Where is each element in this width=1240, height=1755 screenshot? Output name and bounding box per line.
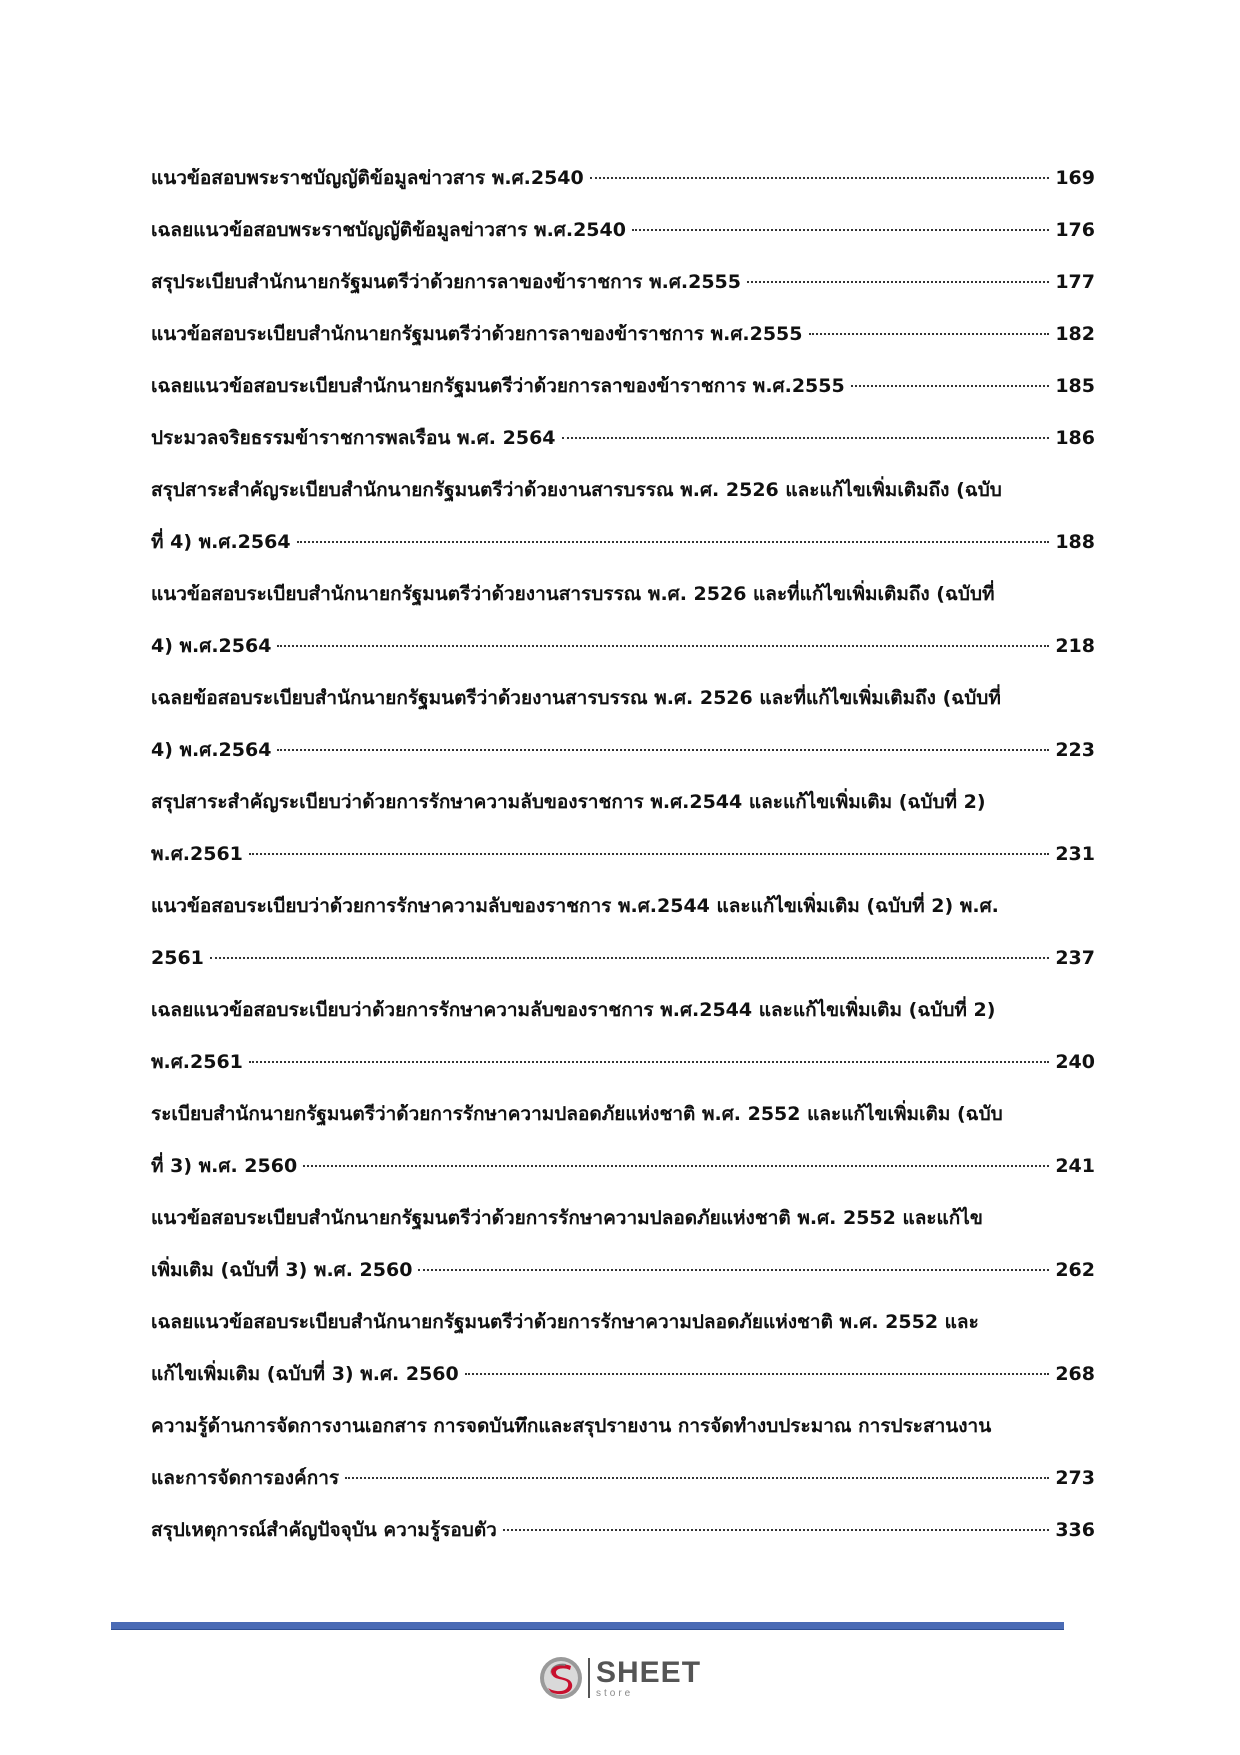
dot-leader — [249, 1061, 1049, 1063]
toc-entry-title: พ.ศ.2561 — [151, 843, 243, 865]
toc-entry-title: เฉลยแนวข้อสอบระเบียบสำนักนายกรัฐมนตรีว่าด้วยการลาของข้าราชการ พ.ศ.2555 — [151, 375, 845, 397]
toc-page-number: 268 — [1055, 1363, 1095, 1385]
dot-leader — [465, 1373, 1050, 1375]
toc-entry[interactable] — [151, 776, 1095, 880]
toc-entry-title: เฉลยแนวข้อสอบระเบียบว่าด้วยการรักษาความลับของราชการ พ.ศ.2544 และแก้ไขเพิ่มเติม (ฉบับที่ 2) — [151, 999, 996, 1021]
dot-leader — [345, 1477, 1049, 1479]
toc-page-number: 185 — [1055, 375, 1095, 397]
toc-entry-title: เฉลยแนวข้อสอบระเบียบสำนักนายกรัฐมนตรีว่าด้วยการรักษาความปลอดภัยแห่งชาติ พ.ศ. 2552 และ — [151, 1311, 979, 1333]
toc-entry[interactable] — [151, 672, 1095, 776]
toc-entry[interactable] — [151, 880, 1095, 984]
dot-leader — [562, 437, 1050, 439]
toc-entry-continuation — [151, 1036, 1095, 1088]
toc-entry-title: แนวข้อสอบพระราชบัญญัติข้อมูลข่าวสาร พ.ศ.2540 — [151, 167, 584, 189]
toc-entry[interactable] — [151, 1504, 1095, 1556]
brand-subname: store — [596, 1687, 634, 1699]
toc-entry[interactable] — [151, 256, 1095, 308]
toc-entry[interactable] — [151, 360, 1095, 412]
toc-entry-title: แนวข้อสอบระเบียบว่าด้วยการรักษาความลับของราชการ พ.ศ.2544 และแก้ไขเพิ่มเติม (ฉบับที่ 2) พ.ศ. — [151, 895, 999, 917]
toc-entry-title: เฉลยข้อสอบระเบียบสำนักนายกรัฐมนตรีว่าด้วยงานสารบรรณ พ.ศ. 2526 และที่แก้ไขเพิ่มเติมถึง (ฉบับที่ — [151, 687, 1001, 709]
toc-entry-continuation — [151, 1244, 1095, 1296]
toc-entry-title: ประมวลจริยธรรมข้าราชการพลเรือน พ.ศ. 2564 — [151, 427, 556, 449]
toc-page-number: 186 — [1055, 427, 1095, 449]
toc-entry[interactable] — [151, 568, 1095, 672]
dot-leader — [747, 281, 1049, 283]
toc-page-number: 176 — [1055, 219, 1095, 241]
toc-entry-title: และการจัดการองค์การ — [151, 1467, 340, 1489]
dot-leader — [297, 541, 1050, 543]
toc-page-number: 177 — [1055, 271, 1095, 293]
toc-entry-title: สรุปเหตุการณ์สำคัญปัจจุบัน ความรู้รอบตัว — [151, 1519, 497, 1541]
dot-leader — [809, 333, 1050, 335]
toc-page-number: 169 — [1055, 167, 1095, 189]
toc-entry[interactable] — [151, 1088, 1095, 1192]
toc-entry-continuation — [151, 1140, 1095, 1192]
toc-page-number: 241 — [1055, 1155, 1095, 1177]
toc-page-number: 218 — [1055, 635, 1095, 657]
toc-entry[interactable] — [151, 412, 1095, 464]
toc-entry[interactable] — [151, 464, 1095, 568]
toc-entry-continuation — [151, 620, 1095, 672]
dot-leader — [418, 1269, 1049, 1271]
toc-entry[interactable] — [151, 984, 1095, 1088]
footer-logo — [538, 1652, 708, 1704]
toc-entry-continuation — [151, 724, 1095, 776]
toc-page-number: 262 — [1055, 1259, 1095, 1281]
toc-entry-title: เฉลยแนวข้อสอบพระราชบัญญัติข้อมูลข่าวสาร พ.ศ.2540 — [151, 219, 626, 241]
toc-page-number: 237 — [1055, 947, 1095, 969]
dot-leader — [851, 385, 1050, 387]
sheet-store-logo-icon — [538, 1655, 584, 1701]
toc-entry-continuation — [151, 1348, 1095, 1400]
toc-page-number: 273 — [1055, 1467, 1095, 1489]
toc-page-number: 336 — [1055, 1519, 1095, 1541]
toc-entry-title: แนวข้อสอบระเบียบสำนักนายกรัฐมนตรีว่าด้วยการลาของข้าราชการ พ.ศ.2555 — [151, 323, 803, 345]
dot-leader — [277, 645, 1049, 647]
toc-entry-continuation — [151, 1452, 1095, 1504]
dot-leader — [249, 853, 1049, 855]
toc-entry-title: แนวข้อสอบระเบียบสำนักนายกรัฐมนตรีว่าด้วยการรักษาความปลอดภัยแห่งชาติ พ.ศ. 2552 และแก้ไข — [151, 1207, 983, 1229]
dot-leader — [277, 749, 1049, 751]
toc-entry[interactable] — [151, 1192, 1095, 1296]
toc-page-number: 182 — [1055, 323, 1095, 345]
toc-entry-continuation — [151, 828, 1095, 880]
toc-page-number: 188 — [1055, 531, 1095, 553]
toc-entry-continuation — [151, 932, 1095, 984]
dot-leader — [303, 1165, 1049, 1167]
toc-page-number: 223 — [1055, 739, 1095, 761]
toc-page-number: 231 — [1055, 843, 1095, 865]
toc-entry-title: แนวข้อสอบระเบียบสำนักนายกรัฐมนตรีว่าด้วยงานสารบรรณ พ.ศ. 2526 และที่แก้ไขเพิ่มเติมถึง (ฉบับที่ — [151, 583, 995, 605]
toc-entry-title: ที่ 3) พ.ศ. 2560 — [151, 1155, 298, 1177]
toc-entry[interactable] — [151, 152, 1095, 204]
toc-entry[interactable] — [151, 204, 1095, 256]
toc-entry-title: สรุประเบียบสำนักนายกรัฐมนตรีว่าด้วยการลาของข้าราชการ พ.ศ.2555 — [151, 271, 741, 293]
toc-entry-title: 4) พ.ศ.2564 — [151, 635, 272, 657]
logo-divider — [588, 1658, 590, 1698]
toc-entry[interactable] — [151, 1400, 1095, 1504]
toc-entry-title: พ.ศ.2561 — [151, 1051, 243, 1073]
table-of-contents — [151, 152, 1095, 1556]
toc-entry-title: สรุปสาระสำคัญระเบียบว่าด้วยการรักษาความลับของราชการ พ.ศ.2544 และแก้ไขเพิ่มเติม (ฉบับที่ 2) — [151, 791, 986, 813]
toc-entry-title: 2561 — [151, 947, 204, 969]
toc-entry[interactable] — [151, 1296, 1095, 1400]
toc-entry-title: ระเบียบสำนักนายกรัฐมนตรีว่าด้วยการรักษาความปลอดภัยแห่งชาติ พ.ศ. 2552 และแก้ไขเพิ่มเติม (ฉบับ — [151, 1103, 1003, 1125]
toc-entry-title: แก้ไขเพิ่มเติม (ฉบับที่ 3) พ.ศ. 2560 — [151, 1363, 459, 1385]
brand-wordmark — [596, 1655, 702, 1699]
toc-entry-title: ความรู้ด้านการจัดการงานเอกสาร การจดบันทึกและสรุปรายงาน การจัดทำงบประมาณ การประสานงาน — [151, 1415, 992, 1437]
toc-page-number: 240 — [1055, 1051, 1095, 1073]
toc-entry-title: 4) พ.ศ.2564 — [151, 739, 272, 761]
toc-entry-title: ที่ 4) พ.ศ.2564 — [151, 531, 291, 553]
toc-entry-continuation — [151, 516, 1095, 568]
toc-entry-title: สรุปสาระสำคัญระเบียบสำนักนายกรัฐมนตรีว่าด้วยงานสารบรรณ พ.ศ. 2526 และแก้ไขเพิ่มเติมถึง (ฉบับ — [151, 479, 1002, 501]
dot-leader — [503, 1529, 1049, 1531]
dot-leader — [632, 229, 1049, 231]
toc-entry-title: เพิ่มเติม (ฉบับที่ 3) พ.ศ. 2560 — [151, 1259, 413, 1281]
footer-rule — [111, 1622, 1064, 1630]
brand-name: SHEET — [596, 1655, 702, 1689]
toc-entry[interactable] — [151, 308, 1095, 360]
dot-leader — [590, 177, 1050, 179]
dot-leader — [210, 957, 1049, 959]
